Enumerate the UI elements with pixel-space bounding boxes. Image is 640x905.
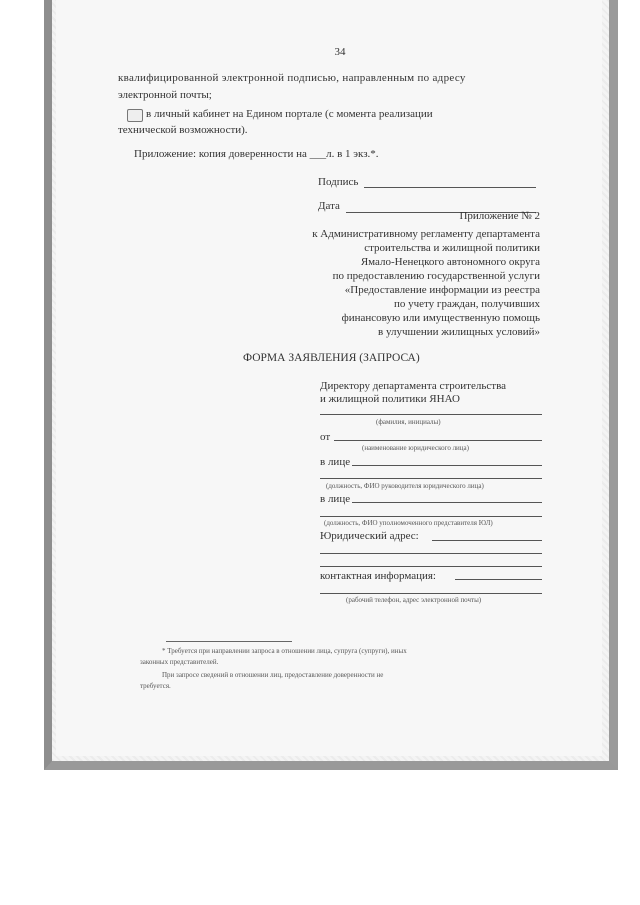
addressee-line-1: Директору департамента строительства [320, 380, 506, 392]
footnote-2-line-1: При запросе сведений в отношении лиц, предоставление доверенности не [162, 671, 384, 679]
appendix-title: Приложение № 2 [459, 210, 540, 222]
appendix-line-5: «Предоставление информации из реестра [344, 284, 540, 296]
checkbox-personal-cabinet[interactable] [127, 109, 143, 122]
appendix-line-1: к Административному регламенту департамента [312, 228, 540, 240]
paragraph-line-3: в личный кабинет на Едином портале (с момента реализации [146, 108, 433, 120]
org-hint: (наименование юридического лица) [362, 444, 469, 452]
appendix-line-6: по учету граждан, получивших [393, 298, 540, 310]
signature-label: Подпись [318, 176, 359, 188]
footnote-1-line-1: * Требуется при направлении запроса в отношении лица, супруга (супруги), иных [162, 647, 407, 655]
fio-line[interactable] [320, 414, 542, 415]
in-person-line-2[interactable] [320, 478, 542, 479]
paragraph-line-1: квалифицированной электронной подписью, направленным по адресу [118, 72, 466, 84]
legal-address-line[interactable] [432, 540, 542, 541]
legal-address-label: Юридический адрес: [320, 530, 419, 542]
position-hint: (должность, ФИО руководителя юридического лица) [326, 482, 484, 490]
representative-line-2[interactable] [320, 516, 542, 517]
from-line[interactable] [334, 440, 542, 441]
date-label: Дата [318, 200, 340, 212]
appendix-line-7: финансовую или имущественную помощь [341, 312, 540, 324]
contact-line-2[interactable] [320, 593, 542, 594]
fio-hint: (фамилия, инициалы) [376, 418, 441, 426]
appendix-line-2: строительства и жилищной политики [364, 242, 540, 254]
paragraph-line-4: технической возможности). [118, 124, 248, 136]
legal-address-line-3[interactable] [320, 566, 542, 567]
contact-label: контактная информация: [320, 570, 436, 582]
appendix-line-8: в улучшении жилищных условий» [378, 326, 540, 338]
representative-hint: (должность, ФИО уполномоченного представителя ЮЛ) [324, 519, 493, 527]
contact-hint: (рабочий телефон, адрес электронной почты) [346, 596, 482, 604]
from-label: от [320, 431, 331, 443]
form-title: ФОРМА ЗАЯВЛЕНИЯ (ЗАПРОСА) [243, 352, 420, 364]
in-person-label: в лице [320, 456, 351, 468]
attachment-note: Приложение: копия доверенности на ___л. в 1 экз.*. [134, 148, 379, 160]
footnote-2-line-2: требуется. [140, 682, 171, 690]
in-person-label-2: в лице [320, 493, 351, 505]
signature-line[interactable] [364, 187, 536, 188]
footnote-separator [166, 641, 292, 642]
in-person-line[interactable] [352, 465, 542, 466]
representative-line[interactable] [352, 502, 542, 503]
legal-address-line-2[interactable] [320, 553, 542, 554]
appendix-line-3: Ямало-Ненецкого автономного округа [360, 256, 540, 268]
page-number: 34 [334, 46, 346, 58]
appendix-line-4: по предоставлению государственной услуги [332, 270, 540, 282]
paragraph-line-2: электронной почты; [118, 89, 212, 101]
contact-line[interactable] [455, 579, 542, 580]
footnote-1-line-2: законных представителей. [140, 658, 219, 666]
addressee-line-2: и жилищной политики ЯНАО [320, 393, 460, 405]
